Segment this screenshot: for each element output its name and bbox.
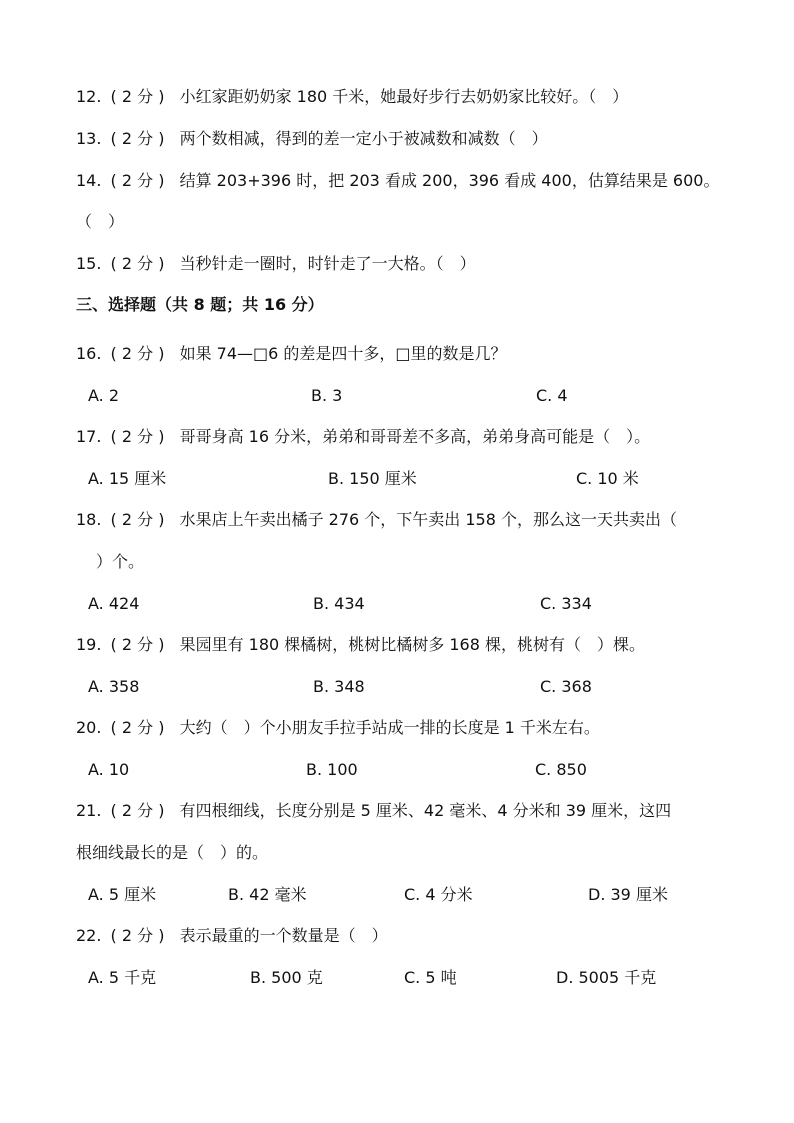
- question-text: 结算 203+396 时，把 203 看成 200，396 看成 400，估算结果是 600。: [179, 171, 720, 190]
- question-text: 大约（ ）个小朋友手拉手站成一排的长度是 1 千米左右。: [179, 718, 600, 737]
- question-number: 13.: [76, 129, 102, 148]
- question-score: ( 2 分 ): [110, 801, 165, 820]
- option-b[interactable]: B. 348: [313, 677, 365, 696]
- option-a[interactable]: A. 5 千克: [88, 968, 157, 987]
- question-17: [76, 426, 650, 448]
- question-16: [76, 343, 507, 365]
- option-c[interactable]: C. 4: [536, 386, 568, 405]
- question-19: [76, 634, 645, 656]
- options-16: [88, 385, 788, 407]
- question-number: 19.: [76, 635, 102, 654]
- question-score: ( 2 分 ): [110, 254, 165, 273]
- question-score: ( 2 分 ): [110, 635, 165, 654]
- question-number: 14.: [76, 171, 102, 190]
- option-a[interactable]: A. 15 厘米: [88, 469, 167, 488]
- option-b[interactable]: B. 42 毫米: [228, 885, 307, 904]
- question-score: ( 2 分 ): [110, 718, 165, 737]
- option-c[interactable]: C. 5 吨: [404, 968, 457, 987]
- question-text: 如果 74—□6 的差是四十多，□里的数是几？: [179, 344, 507, 363]
- option-c[interactable]: C. 850: [535, 760, 587, 779]
- options-20: [88, 759, 788, 781]
- question-22: [76, 925, 388, 947]
- question-score: ( 2 分 ): [110, 129, 165, 148]
- question-18-continuation: ）个。: [96, 552, 145, 571]
- options-17: [88, 468, 788, 490]
- option-d[interactable]: D. 5005 千克: [556, 968, 657, 987]
- option-a[interactable]: A. 2: [88, 386, 120, 405]
- option-b[interactable]: B. 150 厘米: [328, 469, 417, 488]
- question-score: ( 2 分 ): [110, 926, 165, 945]
- question-score: ( 2 分 ): [110, 510, 165, 529]
- option-c[interactable]: C. 10 米: [576, 469, 639, 488]
- question-18: [76, 509, 677, 531]
- option-a[interactable]: A. 424: [88, 594, 140, 613]
- option-b[interactable]: B. 3: [311, 386, 343, 405]
- option-b[interactable]: B. 500 克: [250, 968, 323, 987]
- option-c[interactable]: C. 4 分米: [404, 885, 473, 904]
- option-a[interactable]: A. 5 厘米: [88, 885, 157, 904]
- question-number: 12.: [76, 87, 102, 106]
- option-b[interactable]: B. 434: [313, 594, 365, 613]
- question-text: 水果店上午卖出橘子 276 个，下午卖出 158 个，那么这一天共卖出（: [179, 510, 678, 529]
- option-b[interactable]: B. 100: [306, 760, 358, 779]
- options-18: [88, 593, 788, 615]
- question-number: 17.: [76, 427, 102, 446]
- question-15: [76, 253, 476, 275]
- option-a[interactable]: A. 358: [88, 677, 140, 696]
- question-text: 哥哥身高 16 分米，弟弟和哥哥差不多高，弟弟身高可能是（ ）。: [179, 427, 651, 446]
- option-d[interactable]: D. 39 厘米: [588, 885, 668, 904]
- options-19: [88, 676, 788, 698]
- option-c[interactable]: C. 368: [540, 677, 592, 696]
- options-21: [88, 884, 788, 906]
- question-text: 果园里有 180 棵橘树，桃树比橘树多 168 棵，桃树有（ ）棵。: [179, 635, 646, 654]
- question-text: 小红家距奶奶家 180 千米，她最好步行去奶奶家比较好。（ ）: [179, 87, 629, 106]
- question-14-continuation: （ ）: [76, 212, 125, 231]
- options-22: [88, 967, 788, 989]
- question-number: 20.: [76, 718, 102, 737]
- question-number: 15.: [76, 254, 102, 273]
- question-20: [76, 717, 600, 739]
- question-14: [76, 170, 719, 192]
- question-text: 有四根细线，长度分别是 5 厘米、42 毫米、4 分米和 39 厘米，这四: [179, 801, 672, 820]
- option-a[interactable]: A. 10: [88, 760, 130, 779]
- section-heading: 三、选择题（共 8 题；共 16 分）: [76, 295, 324, 314]
- question-score: ( 2 分 ): [110, 171, 165, 190]
- question-number: 18.: [76, 510, 102, 529]
- question-13: [76, 128, 548, 150]
- question-score: ( 2 分 ): [110, 427, 165, 446]
- question-21: [76, 800, 671, 822]
- question-21-continuation: 根细线最长的是（ ）的。: [76, 843, 269, 862]
- question-number: 22.: [76, 926, 102, 945]
- question-text: 当秒针走一圈时，时针走了一大格。（ ）: [179, 254, 476, 273]
- option-c[interactable]: C. 334: [540, 594, 592, 613]
- question-score: ( 2 分 ): [110, 87, 165, 106]
- question-text: 两个数相减，得到的差一定小于被减数和减数（ ）: [179, 129, 548, 148]
- question-score: ( 2 分 ): [110, 344, 165, 363]
- question-12: [76, 86, 628, 108]
- question-number: 16.: [76, 344, 102, 363]
- question-number: 21.: [76, 801, 102, 820]
- question-text: 表示最重的一个数量是（ ）: [179, 926, 388, 945]
